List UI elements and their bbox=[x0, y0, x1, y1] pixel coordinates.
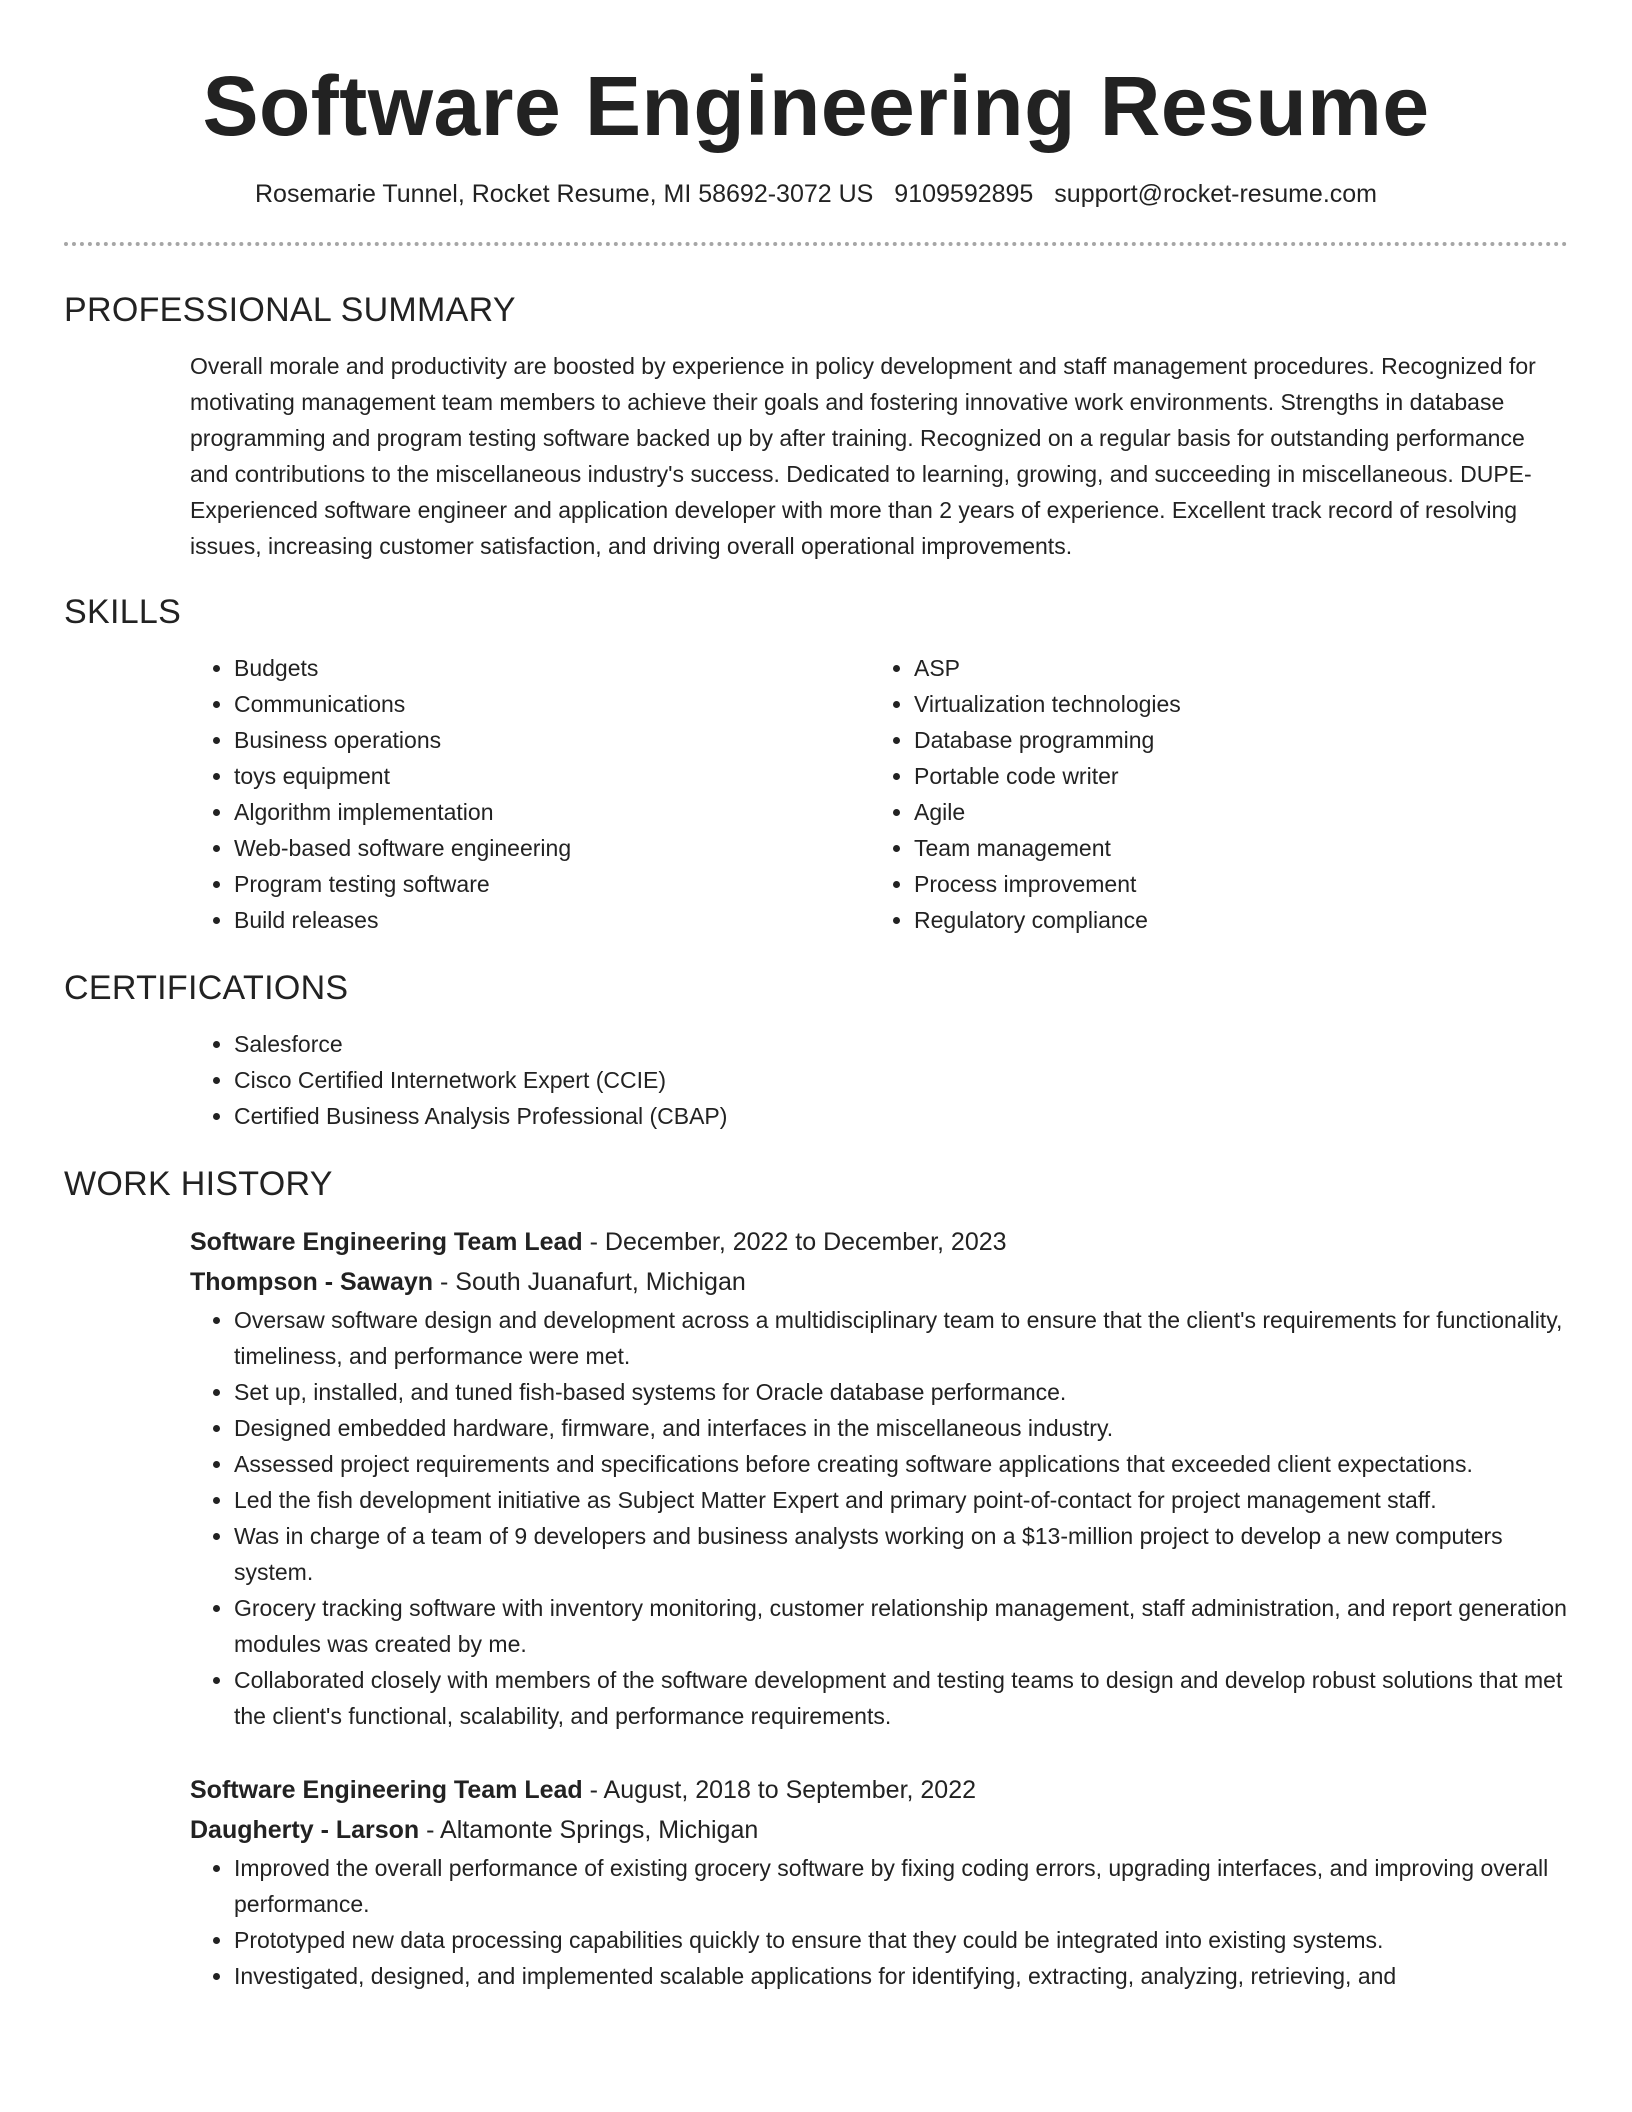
certifications-section bbox=[64, 966, 1568, 1134]
skill-item: • ASP bbox=[914, 650, 1550, 686]
job-bullet: • Oversaw software design and development across a multidisciplinary team to ensure that the client's requirements for functionality, timeliness, and performance were met. bbox=[234, 1302, 1568, 1374]
job-title-line bbox=[190, 1222, 1568, 1262]
job-bullet: • Investigated, designed, and implemented scalable applications for identifying, extracting, analyzing, retrieving, and bbox=[234, 1958, 1568, 1994]
contact-line bbox=[64, 178, 1568, 210]
skill-item: • Portable code writer bbox=[914, 758, 1550, 794]
skill-item: • Business operations bbox=[234, 722, 870, 758]
certifications-heading: CERTIFICATIONS bbox=[64, 969, 349, 1007]
skills-list-left bbox=[190, 650, 870, 938]
job-bullet: • Led the fish development initiative as Subject Matter Expert and primary point-of-contact for project management staff. bbox=[234, 1482, 1568, 1518]
summary-text: Overall morale and productivity are boosted by experience in policy development and staff management procedures. Recognized for motivating management team members to achieve their goals and fostering innovative work environments. Strengths in database programming and program testing software backed up by after training. Recognized on a regular basis for outstanding performance and contributions to the miscellaneous industry's success. Dedicated to learning, growing, and succeeding in miscellaneous. DUPE- Experienced software engineer and application developer with more than 2 years of experience. Excellent track record of resolving issues, increasing customer satisfaction, and driving overall operational improvements. bbox=[190, 353, 1536, 559]
skill-item: • Database programming bbox=[914, 722, 1550, 758]
job-entry bbox=[190, 1770, 1568, 1994]
certifications-list-wrap bbox=[190, 1026, 1568, 1134]
job-bullet: • Assessed project requirements and specifications before creating software applications that exceeded client expectations. bbox=[234, 1446, 1568, 1482]
job-bullet: • Was in charge of a team of 9 developers and business analysts working on a $13-million project to develop a new computers system. bbox=[234, 1518, 1568, 1590]
skill-item: • Build releases bbox=[234, 902, 870, 938]
job-title: Software Engineering Team Lead bbox=[190, 1776, 583, 1804]
skills-list-right bbox=[870, 650, 1550, 938]
job-title-line bbox=[190, 1770, 1568, 1810]
skill-item: • Regulatory compliance bbox=[914, 902, 1550, 938]
skills-column-left bbox=[190, 650, 870, 938]
work-history-heading: WORK HISTORY bbox=[64, 1165, 333, 1203]
skill-item: • Web-based software engineering bbox=[234, 830, 870, 866]
job-company: Daugherty - Larson bbox=[190, 1816, 420, 1844]
skill-item: • Agile bbox=[914, 794, 1550, 830]
job-company: Thompson - Sawayn bbox=[190, 1268, 434, 1296]
skill-item: • Budgets bbox=[234, 650, 870, 686]
job-bullet: • Set up, installed, and tuned fish-based systems for Oracle database performance. bbox=[234, 1374, 1568, 1410]
job-bullet: • Prototyped new data processing capabilities quickly to ensure that they could be integrated into existing systems. bbox=[234, 1922, 1568, 1958]
professional-summary-section bbox=[64, 288, 1568, 564]
skills-heading: SKILLS bbox=[64, 593, 182, 631]
skill-item: • Team management bbox=[914, 830, 1550, 866]
skills-column-right bbox=[870, 650, 1550, 938]
header-divider bbox=[64, 242, 1568, 246]
job-dates: - August, 2018 to September, 2022 bbox=[582, 1776, 977, 1804]
certification-item: • Cisco Certified Internetwork Expert (CCIE) bbox=[234, 1062, 1568, 1098]
job-company-line bbox=[190, 1810, 1568, 1850]
job-bullet-list bbox=[190, 1850, 1568, 1994]
resume-title: Software Engineering Resume bbox=[202, 59, 1430, 153]
job-location: - South Juanafurt, Michigan bbox=[433, 1268, 746, 1296]
contact-address: Rosemarie Tunnel, Rocket Resume, MI 58692-3072 US bbox=[254, 180, 874, 208]
skill-item: • Algorithm implementation bbox=[234, 794, 870, 830]
job-company-line bbox=[190, 1262, 1568, 1302]
job-bullet: • Improved the overall performance of existing grocery software by fixing coding errors, upgrading interfaces, and improving overall performance. bbox=[234, 1850, 1568, 1922]
contact-phone: 9109592895 bbox=[894, 180, 1034, 208]
skills-columns bbox=[190, 650, 1568, 938]
skill-item: • Process improvement bbox=[914, 866, 1550, 902]
job-dates: - December, 2022 to December, 2023 bbox=[582, 1228, 1007, 1256]
job-location: - Altamonte Springs, Michigan bbox=[419, 1816, 759, 1844]
job-bullet: • Collaborated closely with members of the software development and testing teams to design and develop robust solutions that met the client's functional, scalability, and performance requirements. bbox=[234, 1662, 1568, 1734]
contact-email: support@rocket-resume.com bbox=[1054, 180, 1378, 208]
job-bullet: • Designed embedded hardware, firmware, and interfaces in the miscellaneous industry. bbox=[234, 1410, 1568, 1446]
job-bullet: • Grocery tracking software with inventory monitoring, customer relationship management, staff administration, and report generation modules was created by me. bbox=[234, 1590, 1568, 1662]
skill-item: • Virtualization technologies bbox=[914, 686, 1550, 722]
certifications-list bbox=[190, 1026, 1568, 1134]
certification-item: • Salesforce bbox=[234, 1026, 1568, 1062]
skill-item: • Communications bbox=[234, 686, 870, 722]
skill-item: • toys equipment bbox=[234, 758, 870, 794]
job-title: Software Engineering Team Lead bbox=[190, 1228, 583, 1256]
certification-item: • Certified Business Analysis Professional (CBAP) bbox=[234, 1098, 1568, 1134]
skill-item: • Program testing software bbox=[234, 866, 870, 902]
work-history-section bbox=[64, 1162, 1568, 1994]
skills-section bbox=[64, 590, 1568, 938]
job-bullet-list bbox=[190, 1302, 1568, 1734]
summary-heading: PROFESSIONAL SUMMARY bbox=[64, 291, 516, 329]
job-entry bbox=[190, 1222, 1568, 1734]
